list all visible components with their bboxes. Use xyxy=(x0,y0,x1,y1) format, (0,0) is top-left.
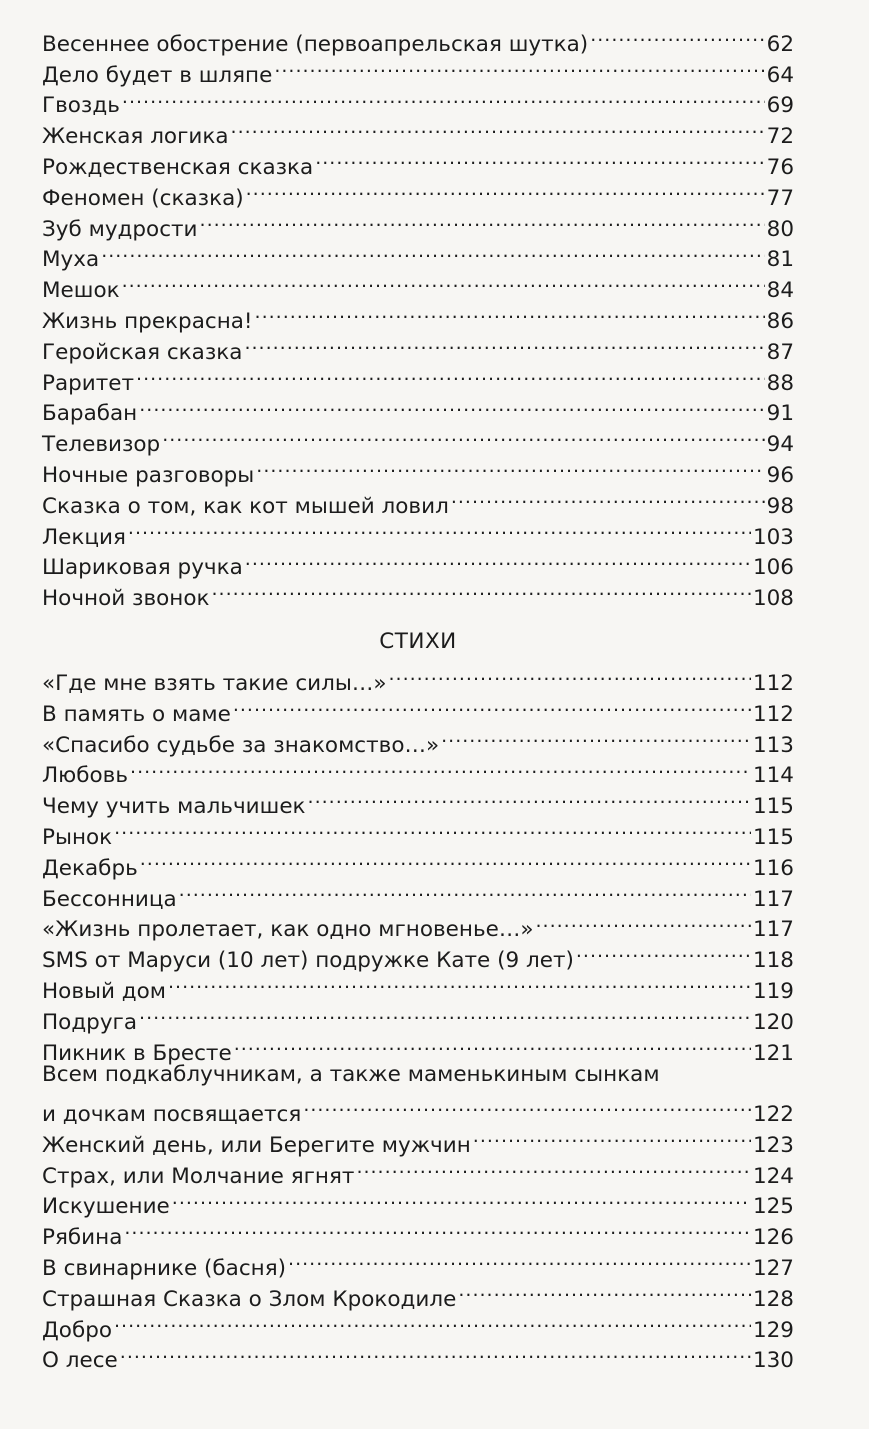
toc-entry-page: 129 xyxy=(752,1317,794,1343)
dot-leader xyxy=(136,359,765,390)
toc-entry xyxy=(42,659,794,696)
toc-entry-page: 87 xyxy=(766,339,794,365)
dot-leader xyxy=(308,782,751,813)
toc-entry-title: Дело будет в шляпе xyxy=(42,62,273,88)
poems-toc-list-continued xyxy=(42,1121,794,1374)
toc-entry-title: Страшная Сказка о Злом Крокодиле xyxy=(42,1286,457,1312)
dot-leader xyxy=(233,690,751,721)
toc-entry-title: Подруга xyxy=(42,1009,138,1035)
toc-entry xyxy=(42,1213,794,1251)
toc-entry-page: 130 xyxy=(752,1348,794,1374)
toc-entry-page: 126 xyxy=(752,1225,794,1251)
dot-leader xyxy=(451,482,765,513)
toc-entry-title: Рождественская сказка xyxy=(42,154,314,180)
toc-entry-title: Добро xyxy=(42,1317,113,1343)
dot-leader xyxy=(114,1306,751,1337)
toc-entry-title: Пикник в Бресте xyxy=(42,1040,232,1066)
dot-leader xyxy=(168,967,751,998)
toc-entry-title: Рынок xyxy=(42,824,113,850)
toc-entry-title: Зуб мудрости xyxy=(42,216,198,242)
toc-entry-title: Рябина xyxy=(42,1225,123,1251)
toc-entry-page: 117 xyxy=(752,917,794,943)
toc-entry-title: Новый дом xyxy=(42,978,167,1004)
toc-entry-page: 88 xyxy=(766,370,794,396)
toc-entry-page: 124 xyxy=(752,1163,794,1189)
toc-entry-title: Барабан xyxy=(42,401,138,427)
toc-entry-title: Шариковая ручка xyxy=(42,555,243,581)
toc-entry-page: 106 xyxy=(752,555,794,581)
toc-entry-title: Гвоздь xyxy=(42,93,120,119)
toc-entry-title-line2: и дочкам посвящается xyxy=(42,1102,302,1128)
toc-entry-title: Муха xyxy=(42,247,100,273)
toc-entry-title: Раритет xyxy=(42,370,135,396)
toc-entry xyxy=(42,297,794,334)
toc-entry xyxy=(42,20,794,57)
toc-entry-page: 76 xyxy=(766,154,794,180)
dot-leader xyxy=(122,266,765,297)
dot-leader xyxy=(246,174,765,205)
section-heading-poems: СТИХИ xyxy=(379,629,457,655)
toc-entry-page: 115 xyxy=(752,824,794,850)
dot-leader xyxy=(179,875,751,906)
toc-entry-title: Декабрь xyxy=(42,855,138,881)
toc-entry-page: 112 xyxy=(752,670,794,696)
toc-entry-title: Мешок xyxy=(42,278,120,304)
toc-entry xyxy=(42,844,794,881)
toc-entry-page: 123 xyxy=(752,1132,794,1158)
toc-entry-page: 94 xyxy=(766,432,794,458)
toc-entry xyxy=(42,1029,794,1066)
dot-leader xyxy=(212,574,751,605)
table-of-contents-page xyxy=(42,20,794,1374)
toc-entry-title: «Жизнь пролетает, как одно мгновенье…» xyxy=(42,917,534,943)
toc-entry xyxy=(42,752,794,789)
dot-leader xyxy=(255,297,765,328)
toc-entry-page: 118 xyxy=(752,948,794,974)
toc-entry-page: 62 xyxy=(766,31,794,57)
toc-entry-title: Жизнь прекрасна! xyxy=(42,308,253,334)
toc-entry-title: Страх, или Молчание ягнят xyxy=(42,1163,355,1189)
toc-entry-title: Весеннее обострение (первоапрельская шутка) xyxy=(42,31,589,57)
dot-leader xyxy=(231,112,765,143)
toc-entry-title: Ночные разговоры xyxy=(42,462,255,488)
toc-entry-title: Ночной звонок xyxy=(42,586,210,612)
toc-entry-page: 64 xyxy=(766,62,794,88)
dot-leader xyxy=(590,20,764,51)
dot-leader xyxy=(441,721,751,752)
toc-entry xyxy=(42,875,794,912)
toc-entry xyxy=(42,782,794,820)
toc-entry-page: 96 xyxy=(766,462,794,488)
dot-leader xyxy=(576,936,751,967)
toc-entry-page: 77 xyxy=(766,185,794,211)
toc-entry-title: Чему учить мальчишек xyxy=(42,794,306,820)
dot-leader xyxy=(256,451,764,482)
dot-leader xyxy=(388,659,750,690)
dot-leader xyxy=(139,998,751,1029)
toc-entry-title: «Где мне взять такие силы…» xyxy=(42,670,387,696)
toc-entry-page: 72 xyxy=(766,124,794,150)
toc-entry-page: 112 xyxy=(752,701,794,727)
dot-leader xyxy=(128,513,751,544)
toc-entry-page: 81 xyxy=(766,247,794,273)
poems-toc-list xyxy=(42,659,794,1066)
toc-entry xyxy=(42,813,794,850)
toc-entry-page: 117 xyxy=(752,886,794,912)
toc-entry-title: Феномен (сказка) xyxy=(42,185,244,211)
toc-entry-title: SMS от Маруси (10 лет) подружке Кате (9 лет) xyxy=(42,948,574,974)
toc-entry xyxy=(42,236,794,273)
toc-entry xyxy=(42,513,794,550)
toc-entry-page: 98 xyxy=(766,493,794,519)
toc-entry xyxy=(42,544,794,581)
toc-entry-page: 113 xyxy=(752,732,794,758)
toc-entry-title: Телевизор xyxy=(42,432,161,458)
toc-entry-page: 122 xyxy=(752,1102,794,1128)
toc-entry-page: 116 xyxy=(752,855,794,881)
toc-entry xyxy=(42,112,794,150)
toc-entry-title: О лесе xyxy=(42,1348,118,1374)
toc-entry-title: В память о маме xyxy=(42,701,231,727)
toc-entry-title: Сказка о том, как кот мышей ловил xyxy=(42,493,449,519)
toc-entry xyxy=(42,1306,794,1343)
dot-leader xyxy=(274,51,764,82)
dot-leader xyxy=(124,1213,751,1244)
dot-leader xyxy=(458,1275,751,1306)
toc-entry xyxy=(42,82,794,119)
toc-entry xyxy=(42,359,794,396)
dot-leader xyxy=(244,328,764,359)
dot-leader xyxy=(234,1029,751,1060)
toc-entry-title: Женская логика xyxy=(42,124,229,150)
toc-entry-page: 125 xyxy=(752,1194,794,1220)
toc-entry-page: 103 xyxy=(752,524,794,550)
toc-entry-title: Бессонница xyxy=(42,886,177,912)
toc-entry-title: Лекция xyxy=(42,524,126,550)
toc-entry-title: Любовь xyxy=(42,763,129,789)
toc-entry-title: «Спасибо судьбе за знакомство…» xyxy=(42,732,440,758)
toc-entry-page: 115 xyxy=(752,794,794,820)
toc-entry-title: Искушение xyxy=(42,1194,170,1220)
toc-entry-page: 91 xyxy=(766,401,794,427)
dot-leader xyxy=(245,544,751,575)
toc-entry-title: Геройская сказка xyxy=(42,339,243,365)
dot-leader xyxy=(536,906,751,937)
dot-leader xyxy=(101,236,764,267)
prose-toc-list xyxy=(42,20,794,612)
toc-entry-page: 120 xyxy=(752,1009,794,1035)
toc-entry-title-line1: Всем подкаблучникам, а также маменькиным сынкам xyxy=(42,1061,660,1087)
toc-entry-page: 121 xyxy=(752,1040,794,1066)
dot-leader xyxy=(315,143,764,174)
toc-entry-page: 86 xyxy=(766,308,794,334)
dot-leader xyxy=(288,1244,751,1275)
toc-entry-page: 80 xyxy=(766,216,794,242)
dot-leader xyxy=(356,1152,751,1183)
multiline-toc-entry xyxy=(42,1060,794,1128)
toc-entry-page: 127 xyxy=(752,1256,794,1282)
toc-entry-title: Женский день, или Берегите мужчин xyxy=(42,1132,471,1158)
dot-leader xyxy=(473,1121,751,1152)
dot-leader xyxy=(120,1337,751,1368)
toc-entry-page: 119 xyxy=(752,978,794,1004)
toc-entry-page: 114 xyxy=(752,763,794,789)
dot-leader xyxy=(130,752,751,783)
dot-leader xyxy=(162,420,764,451)
dot-leader xyxy=(172,1183,751,1214)
dot-leader xyxy=(303,1090,751,1121)
toc-entry xyxy=(42,420,794,458)
toc-entry-page: 128 xyxy=(752,1286,794,1312)
dot-leader xyxy=(114,813,751,844)
dot-leader xyxy=(200,205,765,236)
toc-entry xyxy=(42,1244,794,1282)
toc-entry-page: 84 xyxy=(766,278,794,304)
dot-leader xyxy=(139,390,764,421)
toc-entry-line2 xyxy=(42,1090,794,1128)
toc-entry xyxy=(42,390,794,427)
dot-leader xyxy=(140,844,751,875)
dot-leader xyxy=(122,82,765,113)
toc-entry xyxy=(42,998,794,1035)
toc-entry xyxy=(42,1337,794,1374)
toc-entry-page: 69 xyxy=(766,93,794,119)
toc-entry-page: 108 xyxy=(752,586,794,612)
toc-entry-title: В свинарнике (басня) xyxy=(42,1256,287,1282)
toc-entry xyxy=(42,266,794,304)
